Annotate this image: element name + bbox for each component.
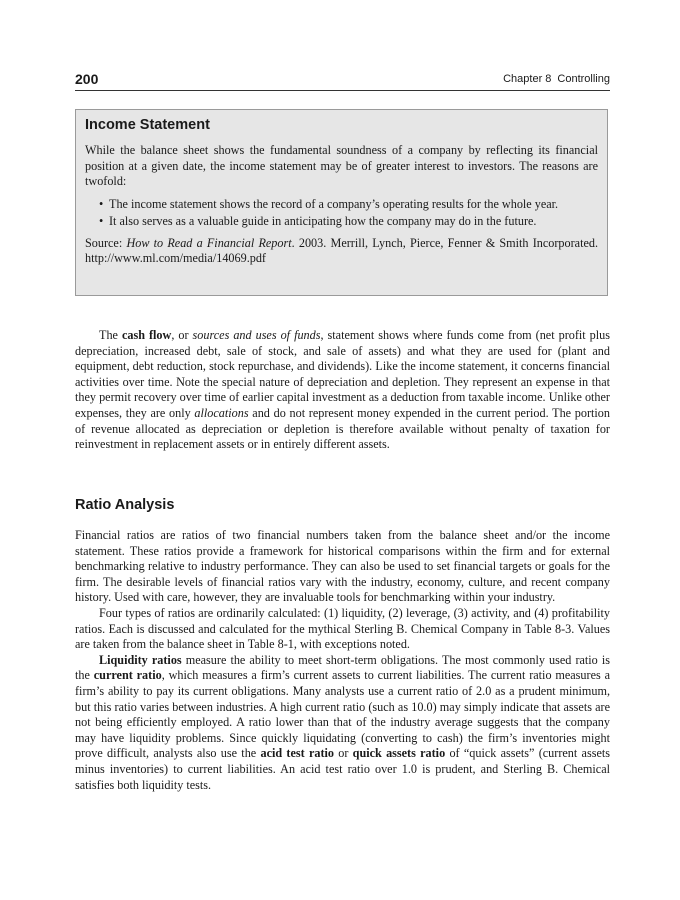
- sidebar-bullet-list: [85, 197, 598, 230]
- term-allocations: allocations: [194, 405, 249, 420]
- ratio-analysis-body: [75, 528, 610, 793]
- sidebar-bullet: [85, 197, 598, 213]
- chapter-label: Chapter 8: [503, 73, 552, 85]
- source-label: Source:: [85, 235, 127, 250]
- term-acid-test-ratio: acid test ratio: [260, 746, 334, 761]
- page-header: [75, 70, 610, 91]
- text-run: The: [99, 328, 122, 342]
- ratio-paragraph-2: Four types of ratios are ordinarily calculated: (1) liquidity, (2) leverage, (3) activity, and (4) profitability ratios. Each is discussed and calculated for the mythical Sterling B. Chemical Company in Table 8-3. Values are taken from the balance sheet in Table 8-1, with exceptions noted.: [75, 605, 610, 652]
- term-cash-flow: cash flow: [121, 328, 172, 342]
- text-run: measure the ability to meet short-term obligations. The most commonly used ratio is the: [75, 652, 611, 683]
- text-run: , or: [171, 328, 193, 342]
- text-run: , statement shows where funds come from (net profit plus depreciation, increased debt, sale of stock, and sale of assets) and what they are used for (plant and equipment, debt reduction, stock repurchase, and dividends). Like the income statement, it concerns financial activities over time. Note the special nature of depreciation and depletion. They represent an expense in that they permit recovery over time of earlier capital investment as a deduction from taxable income. Unlike other expenses, they are only: [75, 328, 610, 420]
- cash-flow-paragraph: [75, 328, 610, 453]
- page-number: 200: [75, 71, 99, 87]
- sidebar-bullet: [85, 214, 598, 230]
- sidebar-bullet-text: The income statement shows the record of a company’s operating results for the whole year.: [109, 196, 559, 211]
- section-heading: Ratio Analysis: [75, 497, 175, 513]
- term-liquidity-ratios: Liquidity ratios: [99, 652, 182, 667]
- bullet-icon: •: [99, 214, 104, 228]
- bullet-icon: •: [99, 196, 104, 211]
- ratio-paragraph-1: Financial ratios are ratios of two financial numbers taken from the balance sheet and/or the income statement. These ratios provide a framework for historical comparisons within the firm and for external benchmarking relative to industry performance. They can also be used to set financial targets or goals for the firm. The desirable levels of financial ratios vary with the industry, economy, culture, and recent company history. Used with care, however, they are invaluable tools for benchmarking within your industry.: [75, 528, 610, 605]
- term-current-ratio: current ratio: [93, 668, 162, 683]
- text-run: of “quick assets” (current assets minus inventories) to current liabilities. An acid test ratio over 1.0 is prudent, and Sterling B. Chemical satisfies both liquidity tests.: [75, 746, 610, 792]
- ratio-paragraph-3: [75, 653, 610, 793]
- source-details: . 2003. Merrill, Lynch, Pierce, Fenner & Smith Incorporated. http://www.ml.com/media/14069.pdf: [85, 235, 599, 265]
- text-run: , which measures a firm’s current assets to current liabilities. The current ratio measures a firm’s ability to pay its current obligations. Many analysts use a current ratio of 2.0 as a prudent minimum, but this ratio varies between industries. A high current ratio (such as 10.0) may simply indicate that assets are not being efficiently employed. A ratio lower than that of the industry average suggests that the company may have liquidity problems. Since quickly liquidating (converting to cash) the firm’s inventories might prove difficult, analysts also use the: [75, 668, 610, 761]
- text-run: and do not represent money expended in the current period. The portion of revenue allocated as depreciation or depletion is therefore available without penalty of taxation for reinvestment in replacement assets or in entirely different assets.: [75, 405, 610, 452]
- sidebar-title: Income Statement: [85, 117, 210, 133]
- sidebar-intro: While the balance sheet shows the fundamental soundness of a company by reflecting its financial position at a given date, the income statement may be of greater interest to investors. The reasons are twofold:: [85, 143, 598, 188]
- text-run: or: [333, 746, 353, 761]
- term-sources-uses: sources and uses of funds: [192, 328, 321, 342]
- section-label: Controlling: [557, 73, 610, 85]
- income-statement-sidebar: [75, 109, 608, 296]
- sidebar-source: [85, 236, 598, 267]
- running-head: [503, 73, 610, 85]
- sidebar-bullet-text: It also serves as a valuable guide in anticipating how the company may do in the future.: [109, 214, 537, 228]
- source-title: How to Read a Financial Report: [126, 235, 292, 250]
- term-quick-assets-ratio: quick assets ratio: [352, 746, 446, 761]
